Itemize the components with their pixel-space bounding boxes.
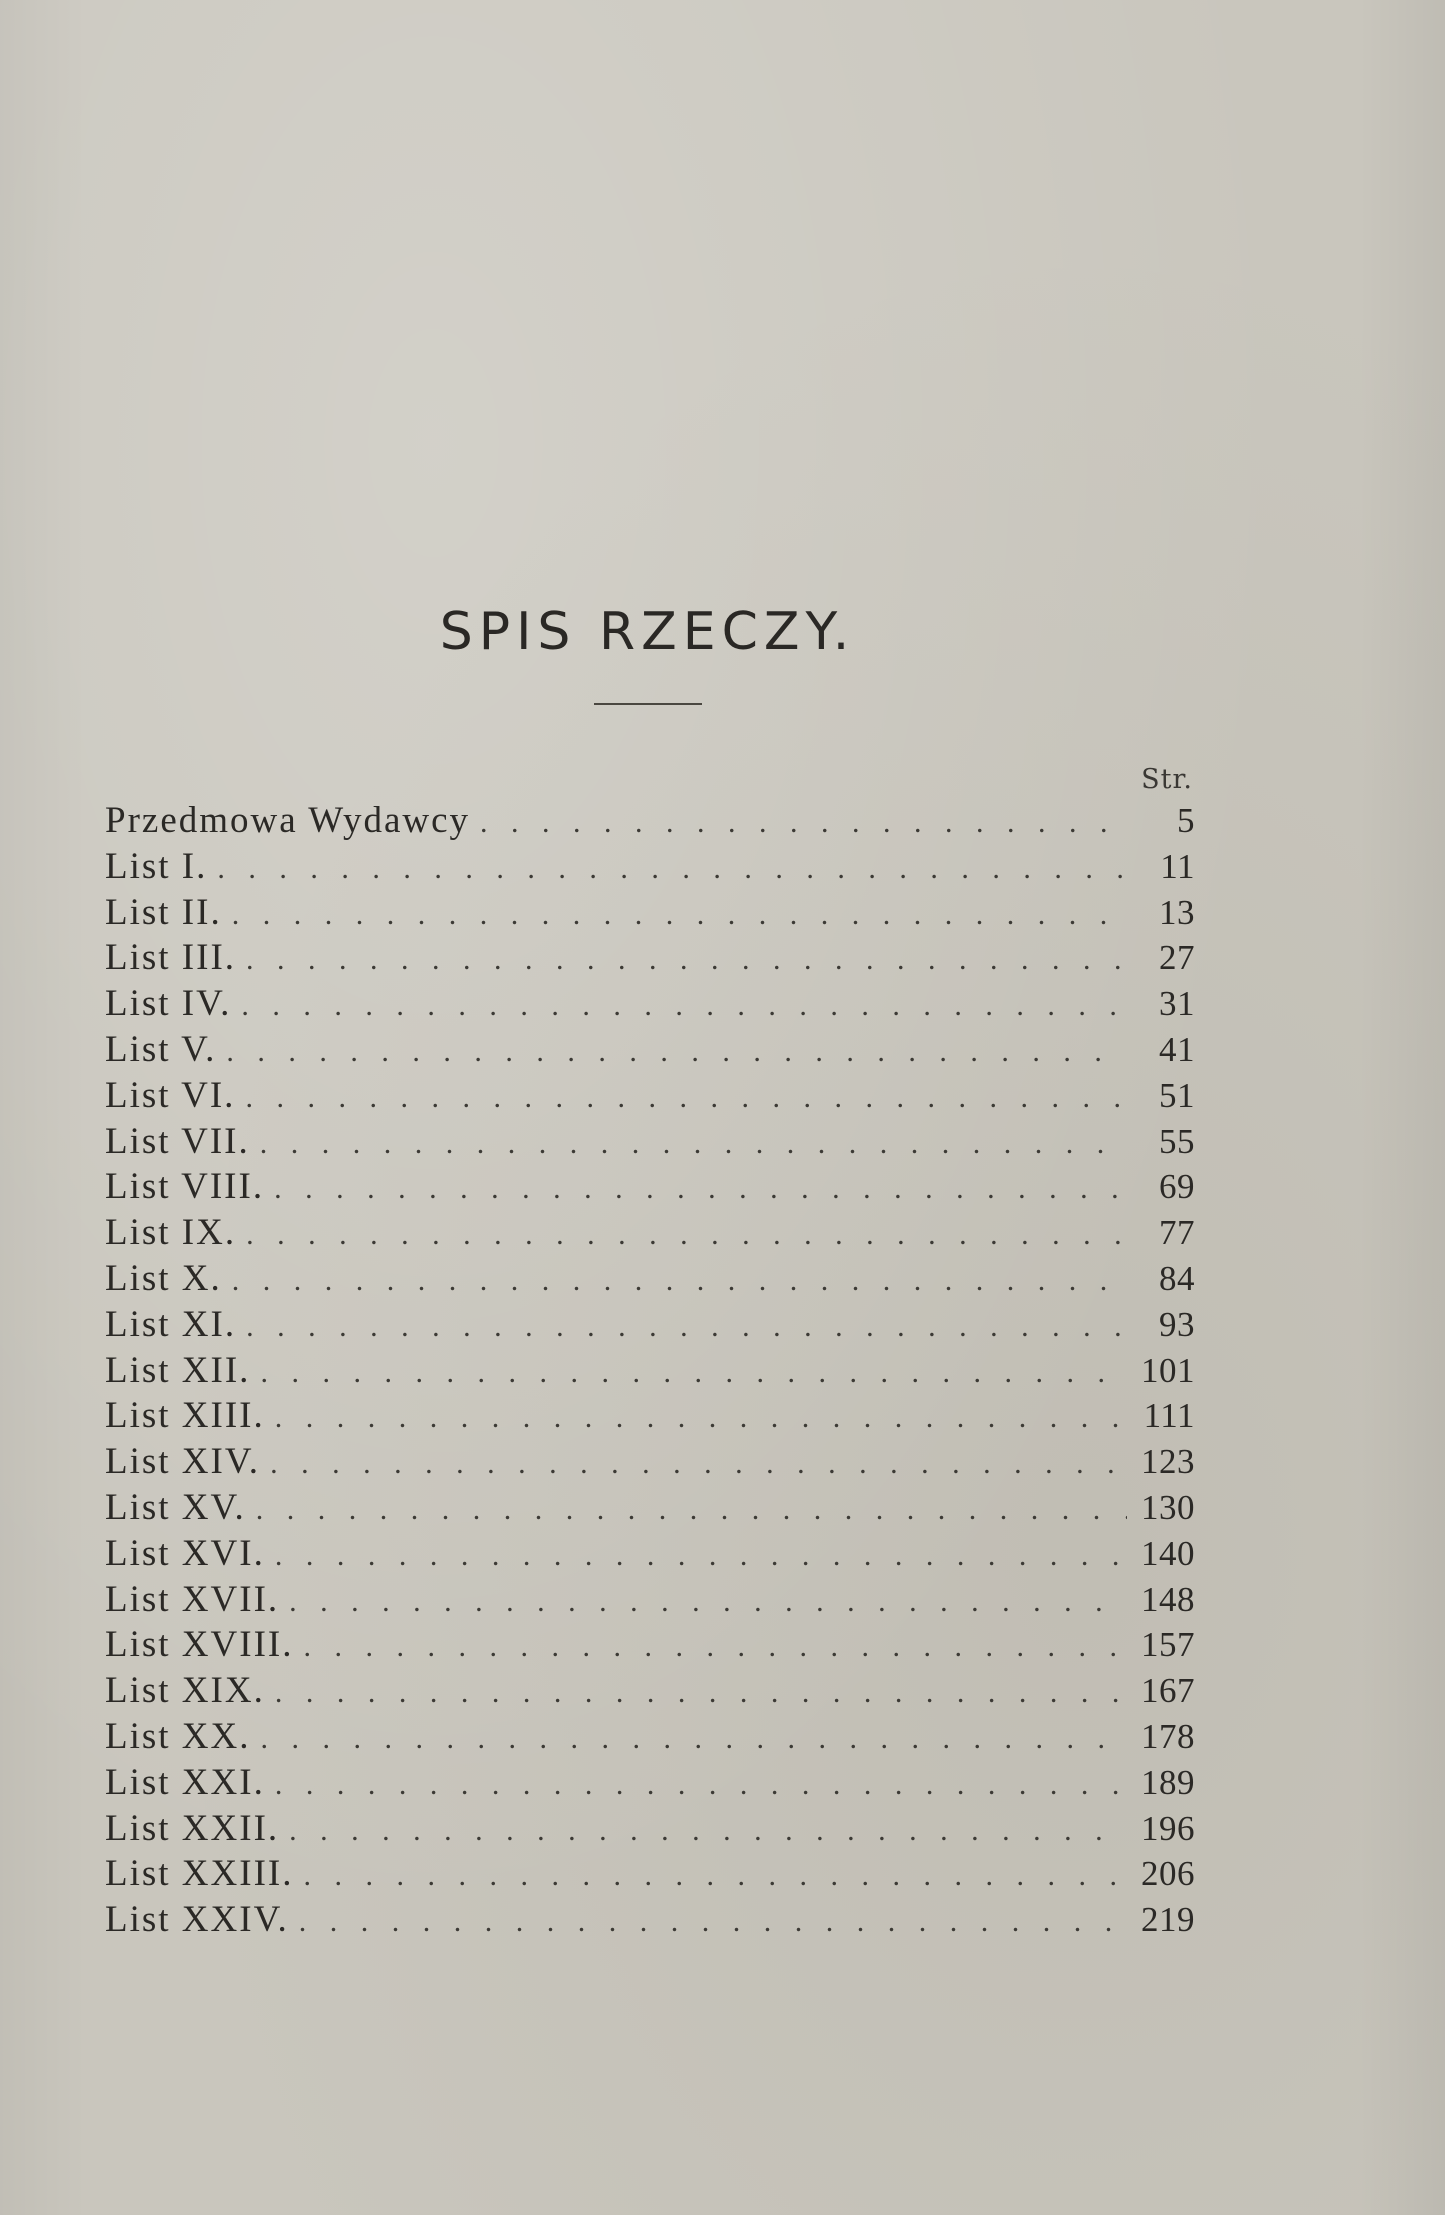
dot-leader <box>274 1166 1127 1212</box>
page-column-label: Str. <box>1141 764 1193 795</box>
toc-entry <box>105 1164 1195 1210</box>
toc-entry <box>105 1622 1195 1668</box>
table-of-contents <box>105 762 1195 1943</box>
toc-entry <box>105 844 1195 890</box>
toc-entries <box>105 798 1195 1943</box>
toc-entry-label: List I. <box>105 845 208 887</box>
toc-entry-label: List III. <box>105 937 237 979</box>
toc-entry <box>105 1851 1195 1897</box>
dot-leader <box>275 1395 1127 1441</box>
dot-leader <box>232 892 1127 938</box>
toc-entry-label: List XIV. <box>105 1441 261 1483</box>
toc-entry <box>105 1668 1195 1714</box>
toc-entry <box>105 1485 1195 1531</box>
toc-entry-page-number: 148 <box>1141 1579 1195 1619</box>
toc-entry-page-number: 178 <box>1141 1716 1195 1756</box>
dot-leader <box>303 1853 1127 1899</box>
toc-entry-label: List VII. <box>105 1120 250 1162</box>
toc-entry <box>105 1897 1195 1943</box>
toc-entry <box>105 1439 1195 1485</box>
toc-entry-label: List XXII. <box>105 1807 280 1849</box>
toc-entry <box>105 1302 1195 1348</box>
dot-leader <box>246 937 1127 983</box>
toc-entry <box>105 1714 1195 1760</box>
toc-entry <box>105 1806 1195 1852</box>
toc-entry-page-number: 55 <box>1159 1121 1195 1161</box>
toc-entry-page-number: 13 <box>1159 892 1195 932</box>
toc-entry-label: List X. <box>105 1257 222 1299</box>
toc-entry-page-number: 51 <box>1159 1075 1195 1115</box>
toc-entry-label: List XVI. <box>105 1532 265 1574</box>
dot-leader <box>480 800 1127 846</box>
dot-leader <box>275 1533 1127 1579</box>
dot-leader <box>275 1762 1127 1808</box>
toc-entry-page-number: 189 <box>1141 1762 1195 1802</box>
toc-entry <box>105 1073 1195 1119</box>
toc-entry-label: Przedmowa Wydawcy <box>105 800 471 841</box>
dot-leader <box>289 1808 1127 1854</box>
dot-leader <box>246 1212 1127 1258</box>
toc-entry-page-number: 84 <box>1159 1258 1195 1298</box>
toc-entry-label: List IX. <box>105 1212 237 1254</box>
toc-entry-label: List VI. <box>105 1074 236 1116</box>
dot-leader <box>217 846 1127 892</box>
toc-entry <box>105 981 1195 1027</box>
toc-entry-page-number: 167 <box>1141 1671 1195 1711</box>
toc-entry-page-number: 11 <box>1160 846 1195 886</box>
dot-leader <box>261 1716 1128 1762</box>
dot-leader <box>260 1121 1127 1167</box>
toc-entry-label: List XXIII. <box>105 1853 294 1895</box>
toc-entry-page-number: 31 <box>1159 984 1195 1024</box>
toc-entry <box>105 1119 1195 1165</box>
dot-leader <box>226 1029 1127 1075</box>
toc-entry-page-number: 69 <box>1159 1167 1195 1207</box>
toc-entry-page-number: 111 <box>1143 1396 1195 1436</box>
toc-entry-label: List XIX. <box>105 1670 265 1712</box>
toc-entry-page-number: 140 <box>1141 1533 1195 1573</box>
dot-leader <box>299 1899 1127 1945</box>
dot-leader <box>275 1670 1127 1716</box>
toc-entry <box>105 935 1195 981</box>
dot-leader <box>270 1441 1127 1487</box>
toc-entry-label: List XXIV. <box>105 1899 289 1941</box>
toc-entry-page-number: 219 <box>1141 1900 1195 1940</box>
toc-entry-label: List XIII. <box>105 1395 265 1437</box>
toc-entry-page-number: 41 <box>1159 1029 1195 1069</box>
dot-leader <box>256 1487 1127 1533</box>
toc-entry-page-number: 123 <box>1141 1442 1195 1482</box>
toc-entry-page-number: 157 <box>1141 1625 1195 1665</box>
toc-entry-label: List XVII. <box>105 1578 280 1620</box>
toc-entry <box>105 798 1195 844</box>
page-title: SPIS RZECZY. <box>439 602 856 662</box>
dot-leader <box>245 1075 1127 1121</box>
dot-leader <box>246 1304 1127 1350</box>
toc-entry <box>105 1531 1195 1577</box>
toc-entry-label: List XV. <box>105 1486 246 1528</box>
toc-entry-page-number: 27 <box>1159 938 1195 978</box>
dot-leader <box>303 1624 1127 1670</box>
toc-entry-page-number: 196 <box>1141 1808 1195 1848</box>
dot-leader <box>232 1258 1127 1304</box>
toc-entry-label: List V. <box>105 1028 217 1070</box>
toc-entry-label: List II. <box>105 891 222 933</box>
toc-entry <box>105 1210 1195 1256</box>
toc-entry <box>105 1760 1195 1806</box>
toc-entry-label: List VIII. <box>105 1166 265 1208</box>
toc-entry-label: List XXI. <box>105 1761 265 1803</box>
toc-entry-page-number: 206 <box>1141 1854 1195 1894</box>
toc-entry <box>105 890 1195 936</box>
toc-entry <box>105 1256 1195 1302</box>
toc-entry-page-number: 5 <box>1177 801 1195 840</box>
toc-entry <box>105 1027 1195 1073</box>
toc-entry-label: List XII. <box>105 1349 251 1391</box>
dot-leader <box>289 1579 1127 1625</box>
toc-entry-page-number: 101 <box>1141 1350 1195 1390</box>
dot-leader <box>241 983 1127 1029</box>
toc-entry <box>105 1577 1195 1623</box>
toc-entry-page-number: 77 <box>1159 1213 1195 1253</box>
title-divider <box>594 703 702 705</box>
toc-entry <box>105 1393 1195 1439</box>
toc-entry-label: List XX. <box>105 1715 251 1757</box>
toc-entry-page-number: 93 <box>1159 1304 1195 1344</box>
toc-entry-label: List XI. <box>105 1303 237 1345</box>
toc-entry-page-number: 130 <box>1141 1487 1195 1527</box>
dot-leader <box>260 1350 1127 1396</box>
toc-entry-label: List IV. <box>105 983 232 1025</box>
toc-entry <box>105 1348 1195 1394</box>
toc-entry-label: List XVIII. <box>105 1624 294 1666</box>
